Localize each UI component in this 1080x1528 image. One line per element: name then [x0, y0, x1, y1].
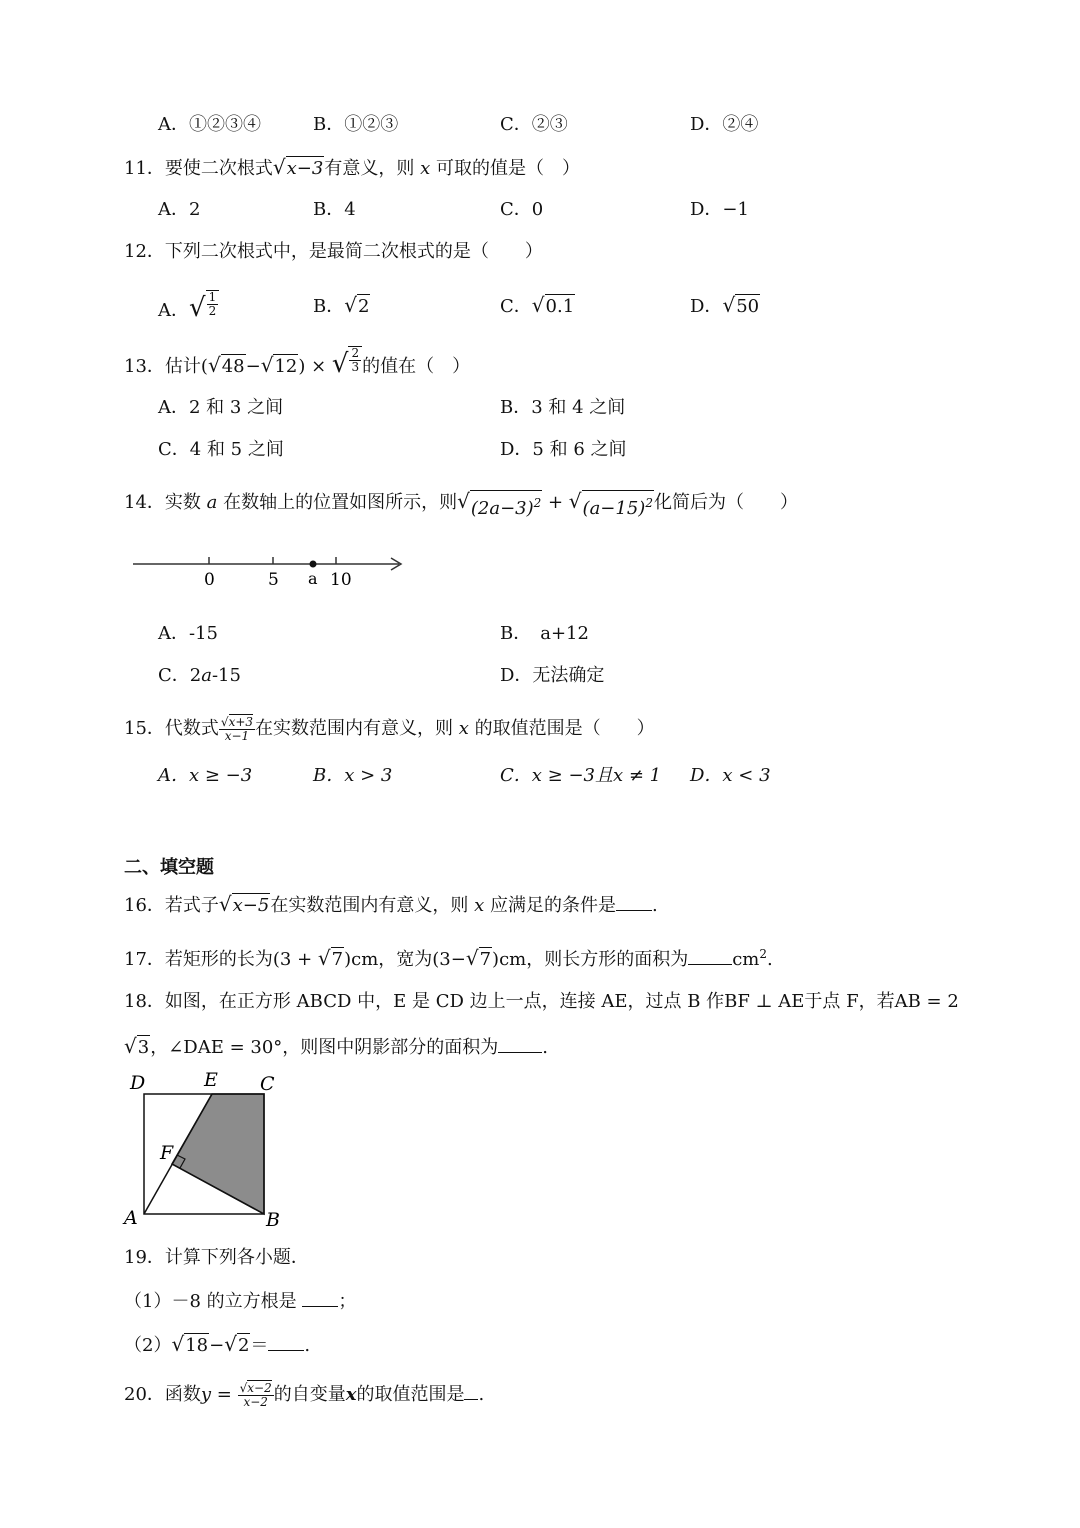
- label-5: 5: [268, 570, 279, 590]
- q14-c-post: -15: [211, 665, 241, 686]
- question-19-part-1: [124, 1288, 356, 1314]
- q14-c-pre: C．2: [158, 665, 202, 686]
- q14-exp2: 2: [645, 496, 653, 510]
- label-a: A: [124, 1207, 138, 1229]
- label-0: 0: [204, 570, 215, 590]
- q12-c-rad: 0.1: [545, 296, 575, 317]
- q12-number: 12．: [124, 241, 165, 262]
- q13-f-den: 3: [351, 360, 360, 374]
- q20-answer-blank[interactable]: [464, 1381, 478, 1400]
- question-20: [124, 1380, 484, 1410]
- q20-y: y =: [200, 1384, 238, 1405]
- q20-number: 20．: [124, 1384, 165, 1405]
- q18-line1: 如图，在正方形 ABCD 中，E 是 CD 边上一点，连接 AE，过点 B 作BF ⊥ AE于点 F，若AB = 2: [164, 991, 959, 1012]
- q15-option-c: C．x ≥ −3且x ≠ 1: [500, 765, 662, 786]
- q12-option-c: C． √ 0.1: [500, 293, 575, 317]
- label-c: C: [260, 1073, 275, 1095]
- q20-f-den: x−2: [243, 1394, 268, 1409]
- q12-option-d: D． √ 50: [690, 293, 760, 317]
- question-15: [124, 714, 655, 744]
- q17-unit: cm: [732, 949, 760, 970]
- q15-f-num: x+3: [228, 714, 254, 729]
- label-a: a: [308, 569, 318, 588]
- question-18-line-1: [124, 990, 959, 1014]
- q11-radicand: x−3: [286, 158, 324, 179]
- q19-p2-eq: ＝: [250, 1335, 269, 1356]
- q15-var: x: [458, 718, 469, 739]
- q12-option-b: B． √ 2: [313, 293, 370, 317]
- q18-l2-rad: 3: [137, 1037, 150, 1058]
- q16-end: .: [651, 895, 658, 916]
- q13-post: 的值在（ ）: [362, 356, 471, 377]
- q17-end: .: [767, 949, 773, 970]
- question-18-line-2: √ 3 ，∠DAE = 30°，则图中阴影部分的面积为 .: [124, 1034, 549, 1058]
- q19-p2-r1: 18: [185, 1335, 209, 1356]
- q13-r2: 12: [274, 356, 298, 377]
- q10-option-b: B．①②③: [313, 114, 399, 135]
- q20-post: 的取值范围是: [356, 1384, 465, 1405]
- q12-d-label: D．: [690, 296, 723, 317]
- q14-pre: 实数: [164, 492, 201, 513]
- label-d: D: [130, 1072, 146, 1094]
- q11-sqrt: √ x−3: [272, 155, 324, 179]
- q14-mid: 在数轴上的位置如图所示，则: [223, 492, 458, 513]
- q14-option-c: [158, 664, 241, 688]
- q12-text: 下列二次根式中，是最简二次根式的是（ ）: [164, 241, 543, 262]
- q17-pre: 若矩形的长为(3 +: [164, 949, 318, 970]
- q20-mid: 的自变量: [273, 1384, 346, 1405]
- q19-number: 19．: [124, 1247, 165, 1268]
- q11-mid: 有意义，则: [324, 158, 415, 179]
- q16-number: 16．: [124, 895, 165, 916]
- q19-p2-pre: （2）: [124, 1335, 172, 1356]
- q17-answer-blank[interactable]: [688, 946, 732, 965]
- q18-answer-blank[interactable]: [498, 1034, 542, 1053]
- q20-var: x: [345, 1384, 357, 1405]
- q14-option-a: A．-15: [158, 623, 218, 644]
- q11-pre: 要使二次根式: [164, 158, 273, 179]
- q15-option-b: B．x > 3: [313, 765, 393, 786]
- q13-minus: −: [245, 356, 261, 377]
- q10-option-d: D．②④: [690, 114, 759, 135]
- q10-option-a: A．①②③④: [158, 114, 261, 135]
- question-17: 17．若矩形的长为(3 + √ 7 )cm，宽为(3− √ 7 )cm，则长方形的面积为 $cm^2$.: [124, 946, 773, 970]
- q16-mid: 在实数范围内有意义，则: [270, 895, 469, 916]
- q19-p2-minus: −: [209, 1335, 225, 1356]
- q16-answer-blank[interactable]: [616, 892, 652, 911]
- q13-f-num: 2: [351, 346, 360, 360]
- q12-b-label: B．: [313, 296, 345, 317]
- q14-option-b: B． a+12: [500, 623, 589, 644]
- q16-radicand: x−5: [232, 895, 270, 916]
- q12-option-a: [158, 290, 219, 326]
- q13-option-a: A．2 和 3 之间: [158, 397, 284, 418]
- q16-post: 应满足的条件是: [489, 895, 616, 916]
- q18-end: .: [542, 1037, 549, 1058]
- q13-pre: 估计(: [164, 356, 208, 377]
- q19-p2-r2: 2: [237, 1335, 250, 1356]
- question-19: [124, 1246, 309, 1270]
- q12-b-rad: 2: [357, 296, 370, 317]
- q15-option-a: A．x ≥ −3: [158, 765, 253, 786]
- q20-fraction: $\frac{√x-2}{x-2}$: [239, 1380, 272, 1409]
- q17-number: 17．: [124, 949, 165, 970]
- q17-r2: 7: [479, 949, 492, 970]
- q12-a-num: 1: [208, 290, 217, 304]
- q13-option-c: C．4 和 5 之间: [158, 439, 284, 460]
- q20-end: .: [478, 1384, 485, 1405]
- q15-post-pre: 在实数范围内有意义，则: [255, 718, 454, 739]
- question-13: 13．估计( √ 48 − √ 12 ) × √ $\frac{2}{3}$ 的值在（ ）: [124, 346, 470, 382]
- q11-option-c: C．0: [500, 199, 544, 220]
- q17-r1: 7: [331, 949, 344, 970]
- q12-a-sqrt: √ $\frac{1}{2}$: [189, 290, 219, 326]
- q15-f-den: x−1: [224, 728, 250, 743]
- q17-exp: 2: [759, 947, 768, 961]
- q14-exp1: 2: [533, 496, 542, 510]
- q16-pre: 若式子: [164, 895, 219, 916]
- q15-option-d: D．x < 3: [690, 765, 771, 786]
- q14-var: a: [206, 492, 218, 513]
- label-b: B: [266, 1209, 280, 1231]
- q11-post: 可取的值是（ ）: [435, 158, 580, 179]
- q14-option-d: D．无法确定: [500, 665, 605, 686]
- q13-option-d: D．5 和 6 之间: [500, 439, 627, 460]
- q11-var: x: [420, 158, 431, 179]
- q10-option-c: C．②③: [500, 114, 568, 135]
- question-16: 16．若式子 √ x−5 在实数范围内有意义，则 x 应满足的条件是 .: [124, 892, 658, 916]
- q12-a-label: A．: [158, 300, 189, 321]
- q18-line2: ，∠DAE = 30°，则图中阴影部分的面积为: [150, 1037, 499, 1058]
- q13-r1: 48: [221, 356, 245, 377]
- label-e: E: [204, 1069, 218, 1091]
- q15-pre: 代数式: [164, 718, 219, 739]
- question-19-part-2: （2） √ 18 − √ 2 ＝ .: [124, 1332, 311, 1356]
- shaded-region: [172, 1094, 264, 1214]
- q14-c-var: a: [201, 665, 212, 686]
- q11-option-d: D．−1: [690, 199, 749, 220]
- q11-option-b: B．4: [313, 199, 356, 220]
- q19-p1-pre: （1）－8 的立方根是: [124, 1291, 303, 1312]
- q19-p1-end: ；: [338, 1291, 357, 1312]
- number-line-figure: [125, 548, 415, 594]
- q18-number: 18．: [124, 991, 165, 1012]
- q19-p1-answer-blank[interactable]: [302, 1288, 338, 1307]
- q13-times: ) ×: [298, 356, 327, 377]
- q19-p2-end: .: [304, 1335, 311, 1356]
- q11-number: 11．: [124, 158, 165, 179]
- q20-f-num: x−2: [247, 1380, 272, 1395]
- q15-number: 15．: [124, 718, 165, 739]
- point-a: [310, 561, 317, 568]
- question-12: [124, 240, 543, 264]
- q13-option-b: B．3 和 4 之间: [500, 397, 626, 418]
- q14-plus: +: [542, 492, 569, 513]
- q16-var: x: [474, 895, 485, 916]
- label-f: F: [160, 1142, 174, 1164]
- q13-frac-sqrt: √ $\frac{2}{3}$: [332, 346, 362, 382]
- q11-option-a: A．2: [158, 199, 201, 220]
- q15-post: 的取值范围是（ ）: [474, 718, 655, 739]
- label-10: 10: [330, 570, 352, 590]
- q14-r1: (2a−3): [470, 498, 534, 519]
- q14-post: 化简后为（ ）: [653, 492, 798, 513]
- q12-d-rad: 50: [736, 296, 760, 317]
- q15-fraction: $\frac{√x+3}{x-1}$: [220, 714, 254, 743]
- q17-mid: )cm，宽为(3−: [344, 949, 466, 970]
- q17-mid2: )cm，则长方形的面积为: [492, 949, 689, 970]
- q14-r2: (a−15): [582, 498, 646, 519]
- q14-number: 14．: [124, 492, 165, 513]
- q13-number: 13．: [124, 356, 165, 377]
- q12-c-label: C．: [500, 296, 532, 317]
- q12-a-den: 2: [208, 304, 217, 318]
- square-figure: [120, 1066, 290, 1232]
- question-14: 14．实数 a 在数轴上的位置如图所示，则 √ $(2a-3)^2$ + √ $(a-15)^2$ 化简后为（ ）: [124, 489, 798, 519]
- q20-pre: 函数: [164, 1384, 201, 1405]
- section-2-heading: 二、填空题: [124, 857, 214, 878]
- q19-text: 计算下列各小题．: [164, 1247, 309, 1268]
- q19-p2-answer-blank[interactable]: [268, 1332, 304, 1351]
- question-11: [124, 156, 580, 181]
